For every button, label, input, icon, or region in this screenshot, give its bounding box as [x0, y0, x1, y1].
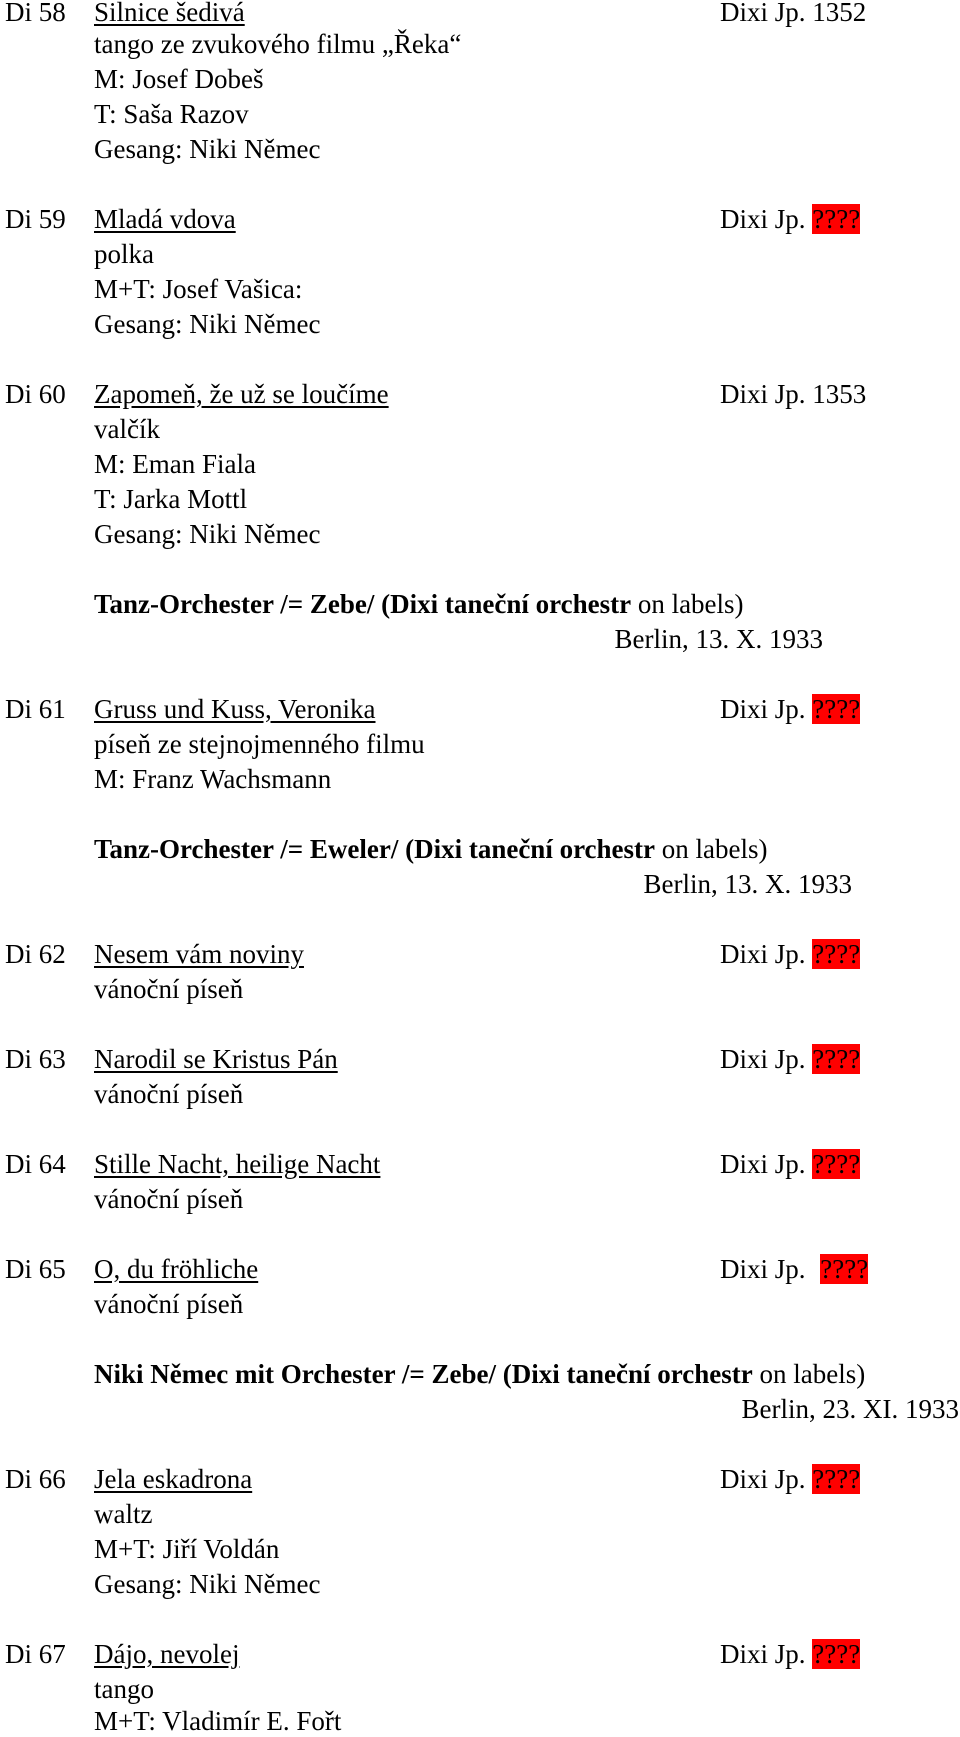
- entry-label: Dixi Jp. 1353: [720, 379, 867, 409]
- entry-detail: Gesang: Niki Němec: [94, 134, 321, 164]
- entry-detail: vánoční píseň: [94, 1184, 244, 1214]
- entry-title: Jela eskadrona: [94, 1464, 253, 1494]
- matrix-unknown-highlight: ????: [812, 1149, 861, 1179]
- entry-detail: M+T: Vladimír E. Fořt: [94, 1706, 342, 1736]
- entry-detail: valčík: [94, 414, 160, 444]
- entry-title: Dájo, nevolej: [94, 1639, 240, 1669]
- entry-label: Dixi Jp. ????: [720, 1464, 861, 1494]
- entry-label: Dixi Jp. ????: [720, 1254, 869, 1284]
- session-heading: Tanz-Orchester /= Eweler/ (Dixi taneční orchestr on labels): [94, 834, 768, 864]
- entry-number: Di 61: [5, 694, 66, 724]
- entry-detail: Gesang: Niki Němec: [94, 1569, 321, 1599]
- entry-detail: vánoční píseň: [94, 1079, 244, 1109]
- entry-label: Dixi Jp. 1352: [720, 0, 866, 28]
- entry-detail: M: Eman Fiala: [94, 449, 256, 479]
- session-place-date: Berlin, 13. X. 1933: [643, 869, 852, 899]
- entry-title: Silnice šedivá: [94, 0, 245, 27]
- matrix-unknown-highlight: ????: [812, 694, 861, 724]
- entry-title: Zapomeň, že už se loučíme: [94, 379, 389, 409]
- matrix-unknown-highlight: ????: [812, 1044, 861, 1074]
- entry-label: Dixi Jp. ????: [720, 204, 861, 234]
- entry-detail: vánoční píseň: [94, 1289, 244, 1319]
- entry-number: Di 65: [5, 1254, 66, 1284]
- entry-title: Nesem vám noviny: [94, 939, 304, 969]
- entry-title: Narodil se Kristus Pán: [94, 1044, 338, 1074]
- entry-number: Di 64: [5, 1149, 66, 1179]
- entry-title: O, du fröhliche: [94, 1254, 259, 1284]
- entry-detail: píseň ze stejnojmenného filmu: [94, 729, 425, 759]
- entry-number: Di 63: [5, 1044, 66, 1074]
- entry-number: Di 66: [5, 1464, 66, 1494]
- entry-label: Dixi Jp. ????: [720, 1044, 861, 1074]
- entry-number: Di 60: [5, 379, 66, 409]
- session-heading: Niki Němec mit Orchester /= Zebe/ (Dixi taneční orchestr on labels): [94, 1359, 866, 1389]
- entry-label: Dixi Jp. ????: [720, 939, 861, 969]
- matrix-number: 1353: [812, 379, 867, 409]
- matrix-number: 1352: [812, 0, 867, 27]
- entry-detail: T: Jarka Mottl: [94, 484, 248, 514]
- entry-number: Di 62: [5, 939, 66, 969]
- entry-detail: Gesang: Niki Němec: [94, 519, 321, 549]
- entry-label: Dixi Jp. ????: [720, 1149, 861, 1179]
- session-place-date: Berlin, 13. X. 1933: [614, 624, 823, 654]
- entry-detail: T: Saša Razov: [94, 99, 249, 129]
- entry-label: Dixi Jp. ????: [720, 694, 861, 724]
- entry-number: Di 59: [5, 204, 66, 234]
- matrix-unknown-highlight: ????: [820, 1254, 869, 1284]
- entry-detail: tango ze zvukového filmu „Řeka“: [94, 29, 462, 59]
- entry-number: Di 58: [5, 0, 66, 27]
- matrix-unknown-highlight: ????: [812, 1639, 861, 1669]
- entry-detail: Gesang: Niki Němec: [94, 309, 321, 339]
- matrix-unknown-highlight: ????: [812, 1464, 861, 1494]
- session-place-date: Berlin, 23. XI. 1933: [741, 1394, 959, 1424]
- entry-title: Gruss und Kuss, Veronika: [94, 694, 376, 724]
- entry-detail: M: Josef Dobeš: [94, 64, 264, 94]
- entry-detail: M+T: Josef Vašica:: [94, 274, 303, 304]
- entry-detail: tango: [94, 1674, 154, 1704]
- entry-detail: waltz: [94, 1499, 153, 1529]
- entry-number: Di 67: [5, 1639, 66, 1669]
- entry-detail: vánoční píseň: [94, 974, 244, 1004]
- entry-label: Dixi Jp. ????: [720, 1639, 861, 1669]
- matrix-unknown-highlight: ????: [812, 204, 861, 234]
- entry-title: Stille Nacht, heilige Nacht: [94, 1149, 381, 1179]
- entry-detail: M+T: Jiří Voldán: [94, 1534, 280, 1564]
- entry-title: Mladá vdova: [94, 204, 236, 234]
- matrix-unknown-highlight: ????: [812, 939, 861, 969]
- entry-detail: polka: [94, 239, 154, 269]
- session-heading: Tanz-Orchester /= Zebe/ (Dixi taneční orchestr on labels): [94, 589, 744, 619]
- entry-detail: M: Franz Wachsmann: [94, 764, 332, 794]
